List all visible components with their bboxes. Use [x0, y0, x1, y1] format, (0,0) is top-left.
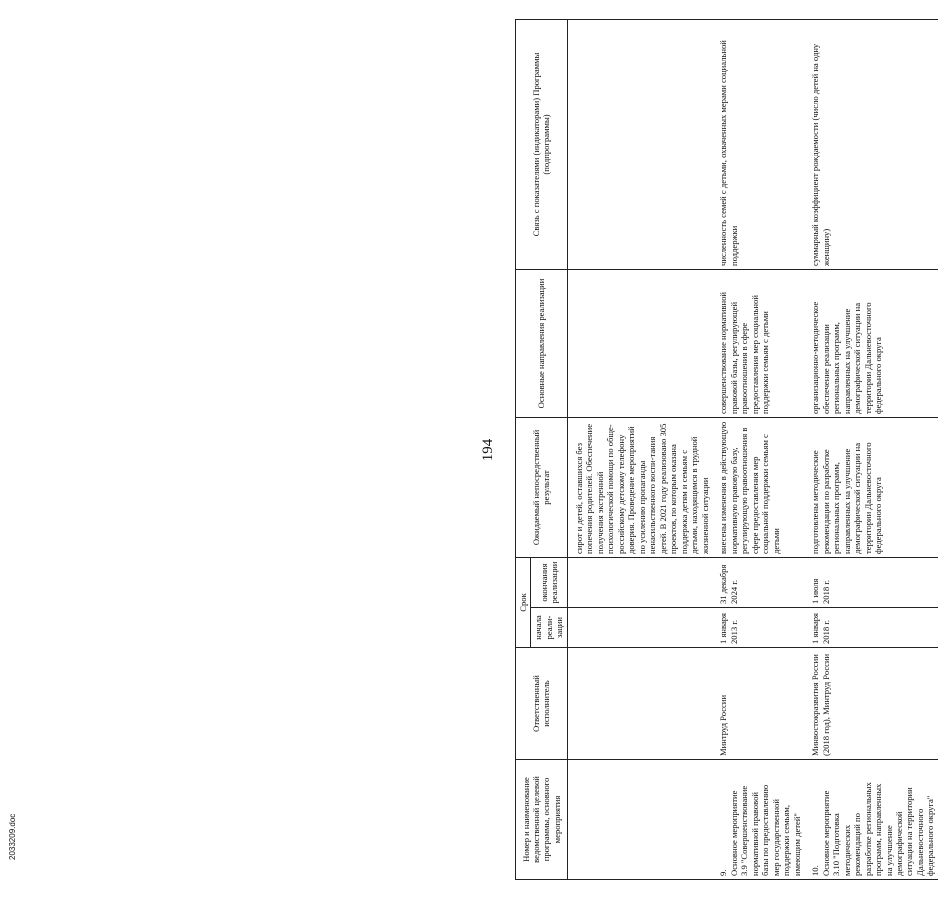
- cell-link: суммарный коэффициент рождаемости (число детей на одну женщину): [804, 20, 938, 270]
- cell-name: [712, 760, 804, 880]
- cell-name: [568, 760, 712, 880]
- cell-directions: [568, 270, 712, 418]
- table-row: [568, 20, 712, 880]
- document-id: 2033209.doc: [8, 813, 17, 860]
- cell-executor: [568, 648, 712, 760]
- cell-directions: совершенствование нормативной правовой базы, регулирующей правоотношения в сфере предоставления мер социальной поддержки семьям с детьми: [712, 270, 804, 418]
- cell-result: подготовлены методические рекомендации по разработке региональных программ, направленных на улучшение демографической ситуации на территории Дальневосточного федерального округа: [804, 418, 938, 558]
- header-executor: Ответственный исполнитель: [516, 648, 568, 760]
- header-start: начала реали-зации: [531, 608, 567, 648]
- cell-start: 1 января 2013 г.: [712, 608, 804, 648]
- cell-link: [568, 20, 712, 270]
- header-name: Номер и наименование ведомственной целевой программы, основного мероприятия: [516, 760, 568, 880]
- rotated-body: [50, 20, 936, 880]
- row-number: 9.: [718, 869, 729, 876]
- header-link: Связь с показателями (индикаторами) Программы (подпрограммы): [516, 19, 568, 269]
- cell-start: [568, 608, 712, 648]
- cell-name: [804, 760, 938, 880]
- header-term: Срок: [516, 557, 531, 647]
- cell-end: 1 июля 2018 г.: [804, 558, 938, 608]
- cell-link: численность семей с детьми, охваченных мерами социальной поддержки: [712, 20, 804, 270]
- row-title: Основное мероприятие 3.9 "Совершенствование нормативной правовой базы по предоставлению мер государственной поддержки семьям, имеющим детей": [728, 784, 802, 876]
- cell-executor: Минвостокразвития России (2018 год), Минтруд России: [804, 648, 938, 760]
- cell-start: 1 января 2018 г.: [804, 608, 938, 648]
- header-directions: Основные направления реализации: [516, 269, 568, 417]
- cell-directions: организационно-методическое обеспечение реализации региональных программ, направленных на улучшение демографической ситуации на территории Дальневосточного федерального округа: [804, 270, 938, 418]
- cell-result: сирот и детей, оставшихся без попечения родителей. Обеспечение получения экстренной психологической помощи по обще-российскому детскому телефону доверия. Проведение мероприятий по усилению пропаганды ненасильственного воспи-тания детей. В 2021 году реализовано 305 проектов, по которым оказана поддержка детям и семьям с детьми, находящимся в трудной жизненной ситуации: [568, 418, 712, 558]
- program-table-body: [568, 19, 938, 880]
- header-end: окончания реализации: [531, 557, 567, 607]
- row-number: 10.: [810, 865, 821, 876]
- page-number: 194: [480, 438, 496, 462]
- cell-executor: Минтруд России: [712, 648, 804, 760]
- table-row: [804, 20, 938, 880]
- cell-end: [568, 558, 712, 608]
- cell-result: внесены изменения в действующую нормативную правовую базу, регулирующую правоотношения в сфере предоставления мер социальной поддержки семьям с детьми: [712, 418, 804, 558]
- table-row: [712, 20, 804, 880]
- cell-end: 31 декабря 2024 г.: [712, 558, 804, 608]
- row-title: Основное мероприятие 3.10 "Подготовка методических рекомендаций по разработке региональных программ, направленных на улучшение демографической ситуации на территории Дальневосточного федерального округа": [820, 782, 936, 876]
- header-result: Ожидаемый непосредственный результат: [516, 417, 568, 557]
